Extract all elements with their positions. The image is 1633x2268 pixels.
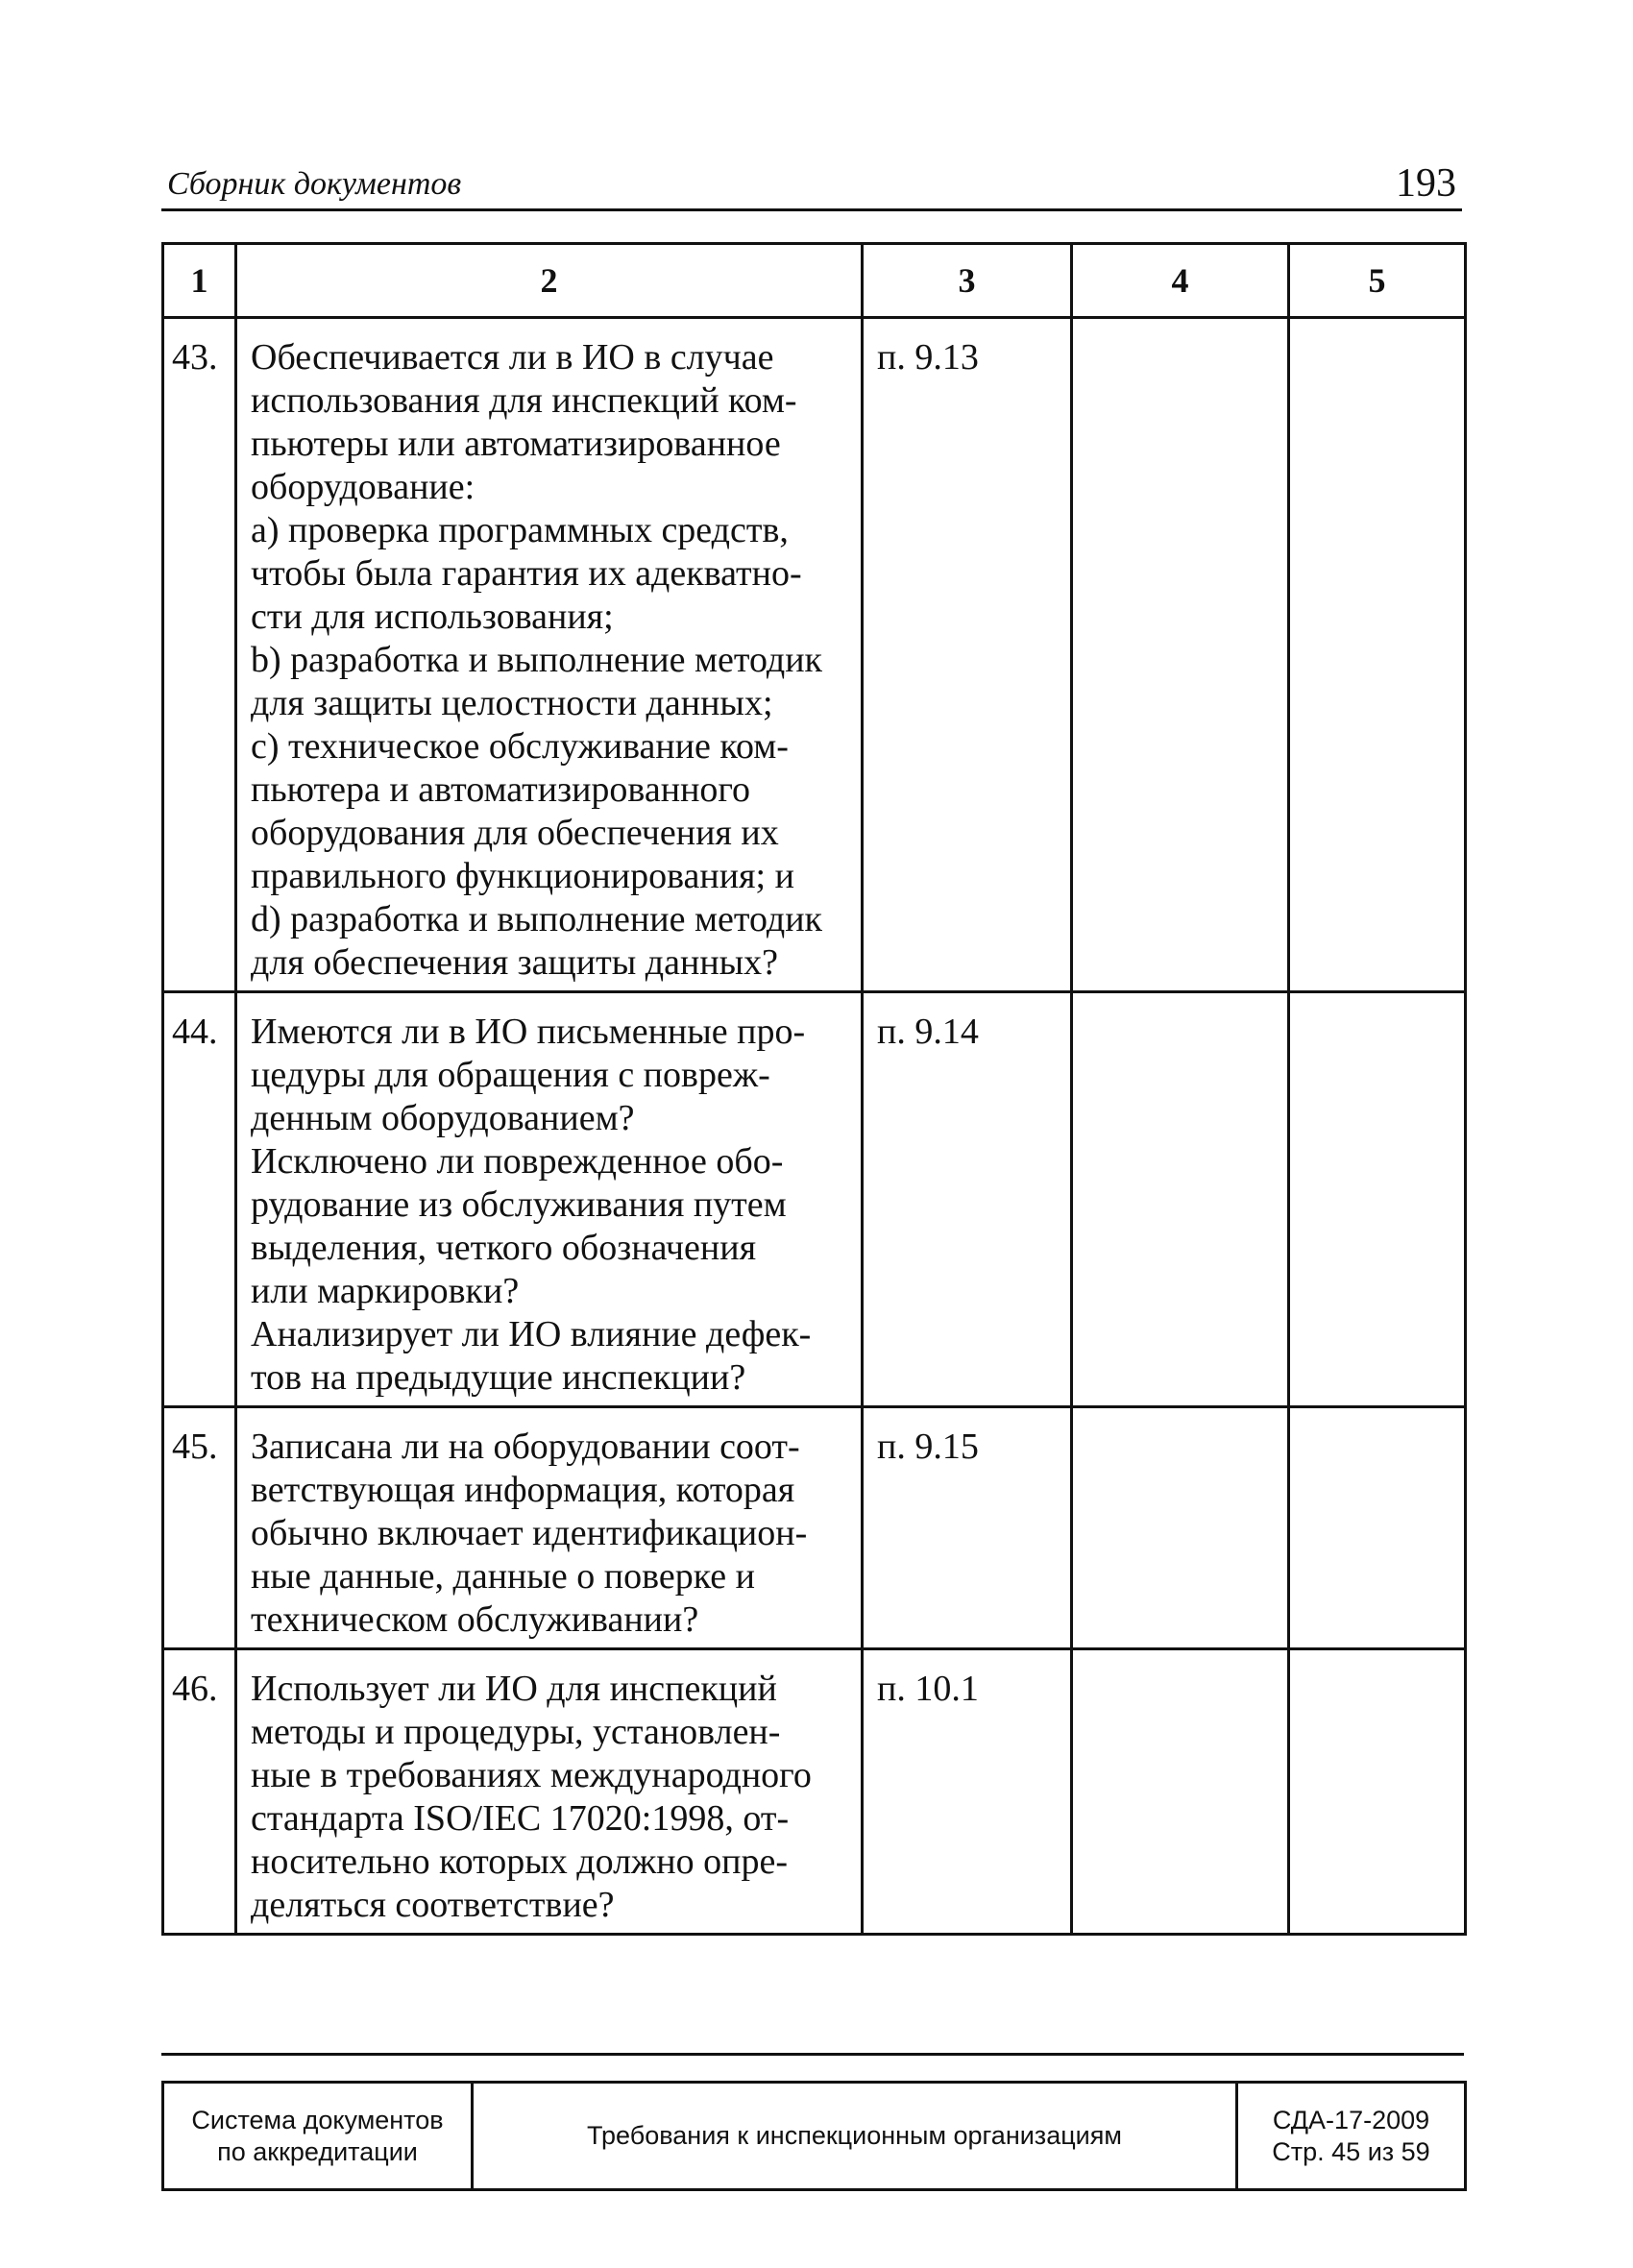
footer-table <box>161 2081 1467 2191</box>
row-number: 45. <box>163 1407 236 1649</box>
question-line: денным оборудованием? <box>251 1098 635 1138</box>
question-line: или маркировки? <box>251 1271 520 1311</box>
column-header-4: 4 <box>1072 244 1289 318</box>
question-line: цедуры для обращения с повреж- <box>251 1055 770 1095</box>
question-line: использования для инспекций ком- <box>251 380 797 421</box>
question-line: Имеются ли в ИО письменные про- <box>251 1012 806 1052</box>
table-row <box>163 992 1466 1407</box>
footer-doc-code: СДА-17-2009 <box>1272 2105 1430 2134</box>
row-number: 44. <box>163 992 236 1407</box>
question-line: c) техническое обслуживание ком- <box>251 726 789 767</box>
question-line: рудование из обслуживания путем <box>251 1184 787 1225</box>
running-header <box>161 159 1462 211</box>
page-number: 193 <box>1396 161 1456 206</box>
footer-system-line: Система документов <box>191 2105 444 2134</box>
question-line: Обеспечивается ли в ИО в случае <box>251 337 774 378</box>
column-4-cell <box>1072 1649 1289 1935</box>
column-5-cell <box>1289 1407 1466 1649</box>
question-line: выделения, четкого обозначения <box>251 1228 757 1268</box>
column-header-5: 5 <box>1289 244 1466 318</box>
table-header-row <box>163 244 1466 318</box>
question-line: оборудования для обеспечения их <box>251 813 779 853</box>
question-line: оборудование: <box>251 467 475 507</box>
column-4-cell <box>1072 1407 1289 1649</box>
question-line: носительно которых должно опре- <box>251 1841 788 1882</box>
column-header-3: 3 <box>863 244 1072 318</box>
checklist-table <box>161 242 1467 1936</box>
running-title: Сборник документов <box>167 166 462 202</box>
footer-system-cell <box>163 2083 473 2190</box>
question-cell <box>236 992 863 1407</box>
column-5-cell <box>1289 318 1466 992</box>
column-4-cell <box>1072 992 1289 1407</box>
question-line: техническом обслуживании? <box>251 1599 699 1640</box>
table-row <box>163 318 1466 992</box>
question-line: d) разработка и выполнение методик <box>251 899 822 939</box>
column-5-cell <box>1289 992 1466 1407</box>
question-line: пьютеры или автоматизированное <box>251 424 781 464</box>
table-row <box>163 1649 1466 1935</box>
column-header-1: 1 <box>163 244 236 318</box>
row-number: 43. <box>163 318 236 992</box>
footer-code-cell <box>1237 2083 1466 2190</box>
clause-reference: п. 9.15 <box>863 1407 1072 1649</box>
question-line: деляться соответствие? <box>251 1885 615 1925</box>
question-line: Анализирует ли ИО влияние дефек- <box>251 1314 812 1354</box>
question-line: ные в требованиях международного <box>251 1755 812 1795</box>
clause-reference: п. 9.14 <box>863 992 1072 1407</box>
question-line: чтобы была гарантия их адекватно- <box>251 553 802 594</box>
footer-rule <box>161 2053 1464 2056</box>
table-row <box>163 1407 1466 1649</box>
question-cell <box>236 1649 863 1935</box>
clause-reference: п. 9.13 <box>863 318 1072 992</box>
question-line: стандарта ISO/IEC 17020:1998, от- <box>251 1798 790 1839</box>
question-line: Исключено ли поврежденное обо- <box>251 1141 784 1182</box>
question-line: для обеспечения защиты данных? <box>251 942 779 983</box>
question-cell <box>236 318 863 992</box>
footer-doc-title: Требования к инспекционным организациям <box>473 2083 1237 2190</box>
footer-system-line: по аккредитации <box>217 2136 418 2166</box>
question-line: а) проверка программных средств, <box>251 510 789 550</box>
question-line: Записана ли на оборудовании соот- <box>251 1427 800 1467</box>
clause-reference: п. 10.1 <box>863 1649 1072 1935</box>
question-line: для защиты целостности данных; <box>251 683 773 723</box>
question-line: методы и процедуры, установлен- <box>251 1712 781 1752</box>
question-line: Использует ли ИО для инспекций <box>251 1669 777 1709</box>
question-line: сти для использования; <box>251 597 614 637</box>
question-cell <box>236 1407 863 1649</box>
footer-page-info: Стр. 45 из 59 <box>1272 2136 1430 2166</box>
question-line: ные данные, данные о поверке и <box>251 1556 755 1597</box>
checklist-body <box>163 318 1466 1935</box>
question-line: b) разработка и выполнение методик <box>251 640 822 680</box>
question-line: пьютера и автоматизированного <box>251 769 751 810</box>
question-line: обычно включает идентификацион- <box>251 1513 808 1553</box>
question-line: правильного функционирования; и <box>251 856 794 896</box>
column-4-cell <box>1072 318 1289 992</box>
column-5-cell <box>1289 1649 1466 1935</box>
column-header-2: 2 <box>236 244 863 318</box>
question-line: ветствующая информация, которая <box>251 1470 795 1510</box>
question-line: тов на предыдущие инспекции? <box>251 1357 746 1398</box>
row-number: 46. <box>163 1649 236 1935</box>
